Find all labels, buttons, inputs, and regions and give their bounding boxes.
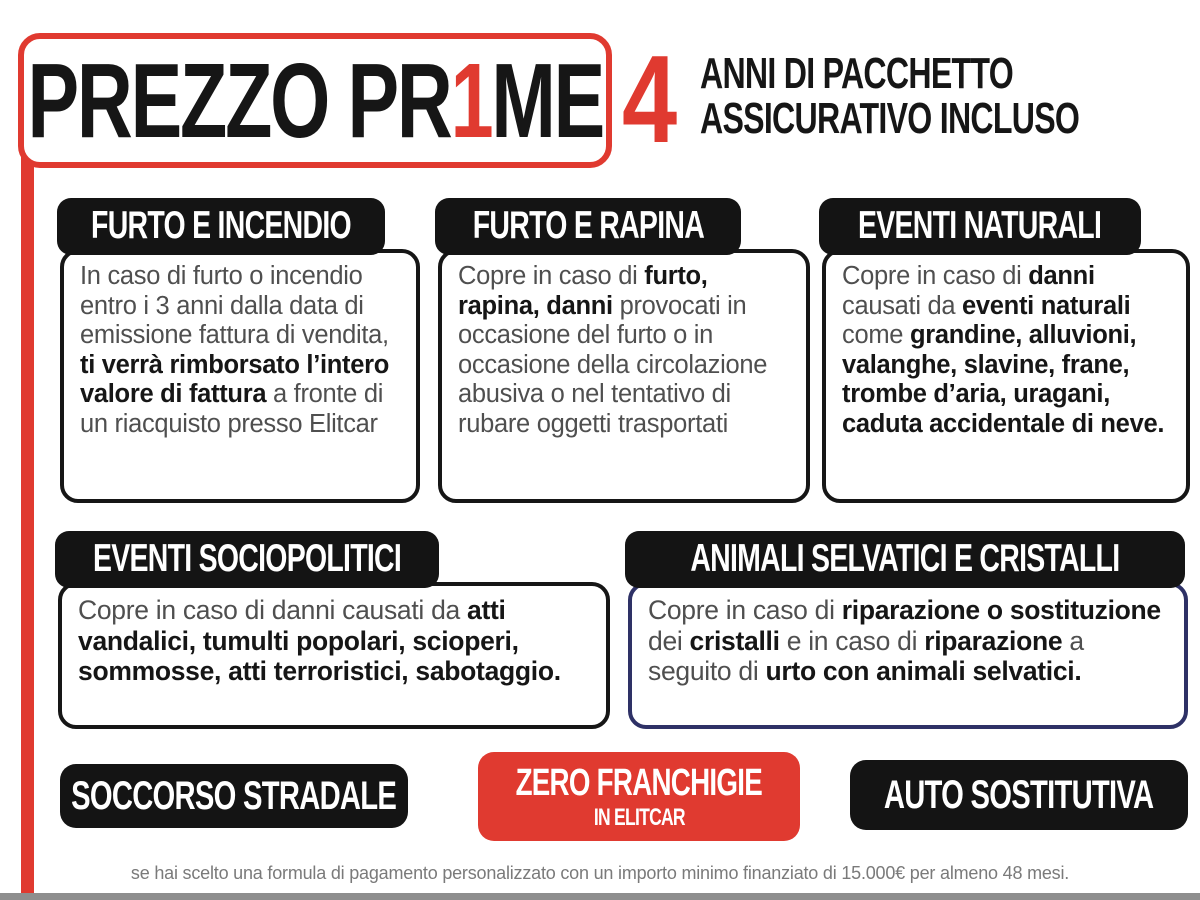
card-label: [625, 531, 1185, 588]
pill-soccorso-stradale: [60, 764, 408, 828]
card-label-text: FURTO E INCENDIO: [91, 203, 351, 247]
pill-zero-franchigie: [478, 752, 800, 841]
title-box: [18, 33, 612, 168]
page-title: PREZZO PR1ME: [27, 41, 603, 160]
subtitle-line-2: ASSICURATIVO INCLUSO: [700, 93, 1080, 143]
red-accent-pole: [21, 150, 34, 893]
bottom-bar: [0, 893, 1200, 900]
card-body-text: Copre in caso di furto, rapina, danni provocati in occasione del furto o in occasione della circolazione abusiva o nel tentativo di rubare oggetti trasportati: [438, 249, 810, 503]
card-label: [819, 198, 1141, 255]
card-body-text: In caso di furto o incendio entro i 3 anni dalla data di emissione fattura di vendita, ti verrà rimborsato l’intero valore di fattura a fronte di un riacquisto presso Elitcar: [60, 249, 420, 503]
card-label: [57, 198, 385, 255]
card-label-text: ANIMALI SELVATICI E CRISTALLI: [690, 536, 1120, 580]
card-label-text: EVENTI SOCIOPOLITICI: [92, 536, 402, 580]
card-label: [55, 531, 439, 588]
subtitle-line-1: ANNI DI PACCHETTO: [700, 49, 1013, 98]
years-number: 4: [622, 31, 678, 169]
card-body-text: Copre in caso di danni causati da eventi naturali come grandine, alluvioni, valanghe, slavine, frane, trombe d’aria, uragani, caduta accidentale di neve.: [822, 249, 1190, 503]
header-subtitle: [700, 49, 1200, 143]
pill-auto-sostitutiva: [850, 760, 1188, 830]
card-label-text: EVENTI NATURALI: [858, 203, 1102, 247]
card-body-text: Copre in caso di danni causati da atti vandalici, tumulti popolari, scioperi, sommosse, atti terroristici, sabotaggio.: [58, 582, 610, 729]
card-body-text: Copre in caso di riparazione o sostituzione dei cristalli e in caso di riparazione a seguito di urto con animali selvatici.: [628, 582, 1188, 729]
pill-label-line-1: ZERO FRANCHIGIE: [515, 761, 763, 804]
card-label-text: FURTO E RAPINA: [472, 203, 704, 247]
pill-label: SOCCORSO STRADALE: [71, 774, 397, 818]
pill-label-line-2: IN ELITCAR: [593, 803, 685, 831]
card-label: [435, 198, 741, 255]
pill-label: AUTO SOSTITUTIVA: [884, 773, 1154, 817]
footnote-text: se hai scelto una formula di pagamento personalizzato con un importo minimo finanziato di 15.000€ per almeno 48 mesi.: [130, 863, 1070, 883]
